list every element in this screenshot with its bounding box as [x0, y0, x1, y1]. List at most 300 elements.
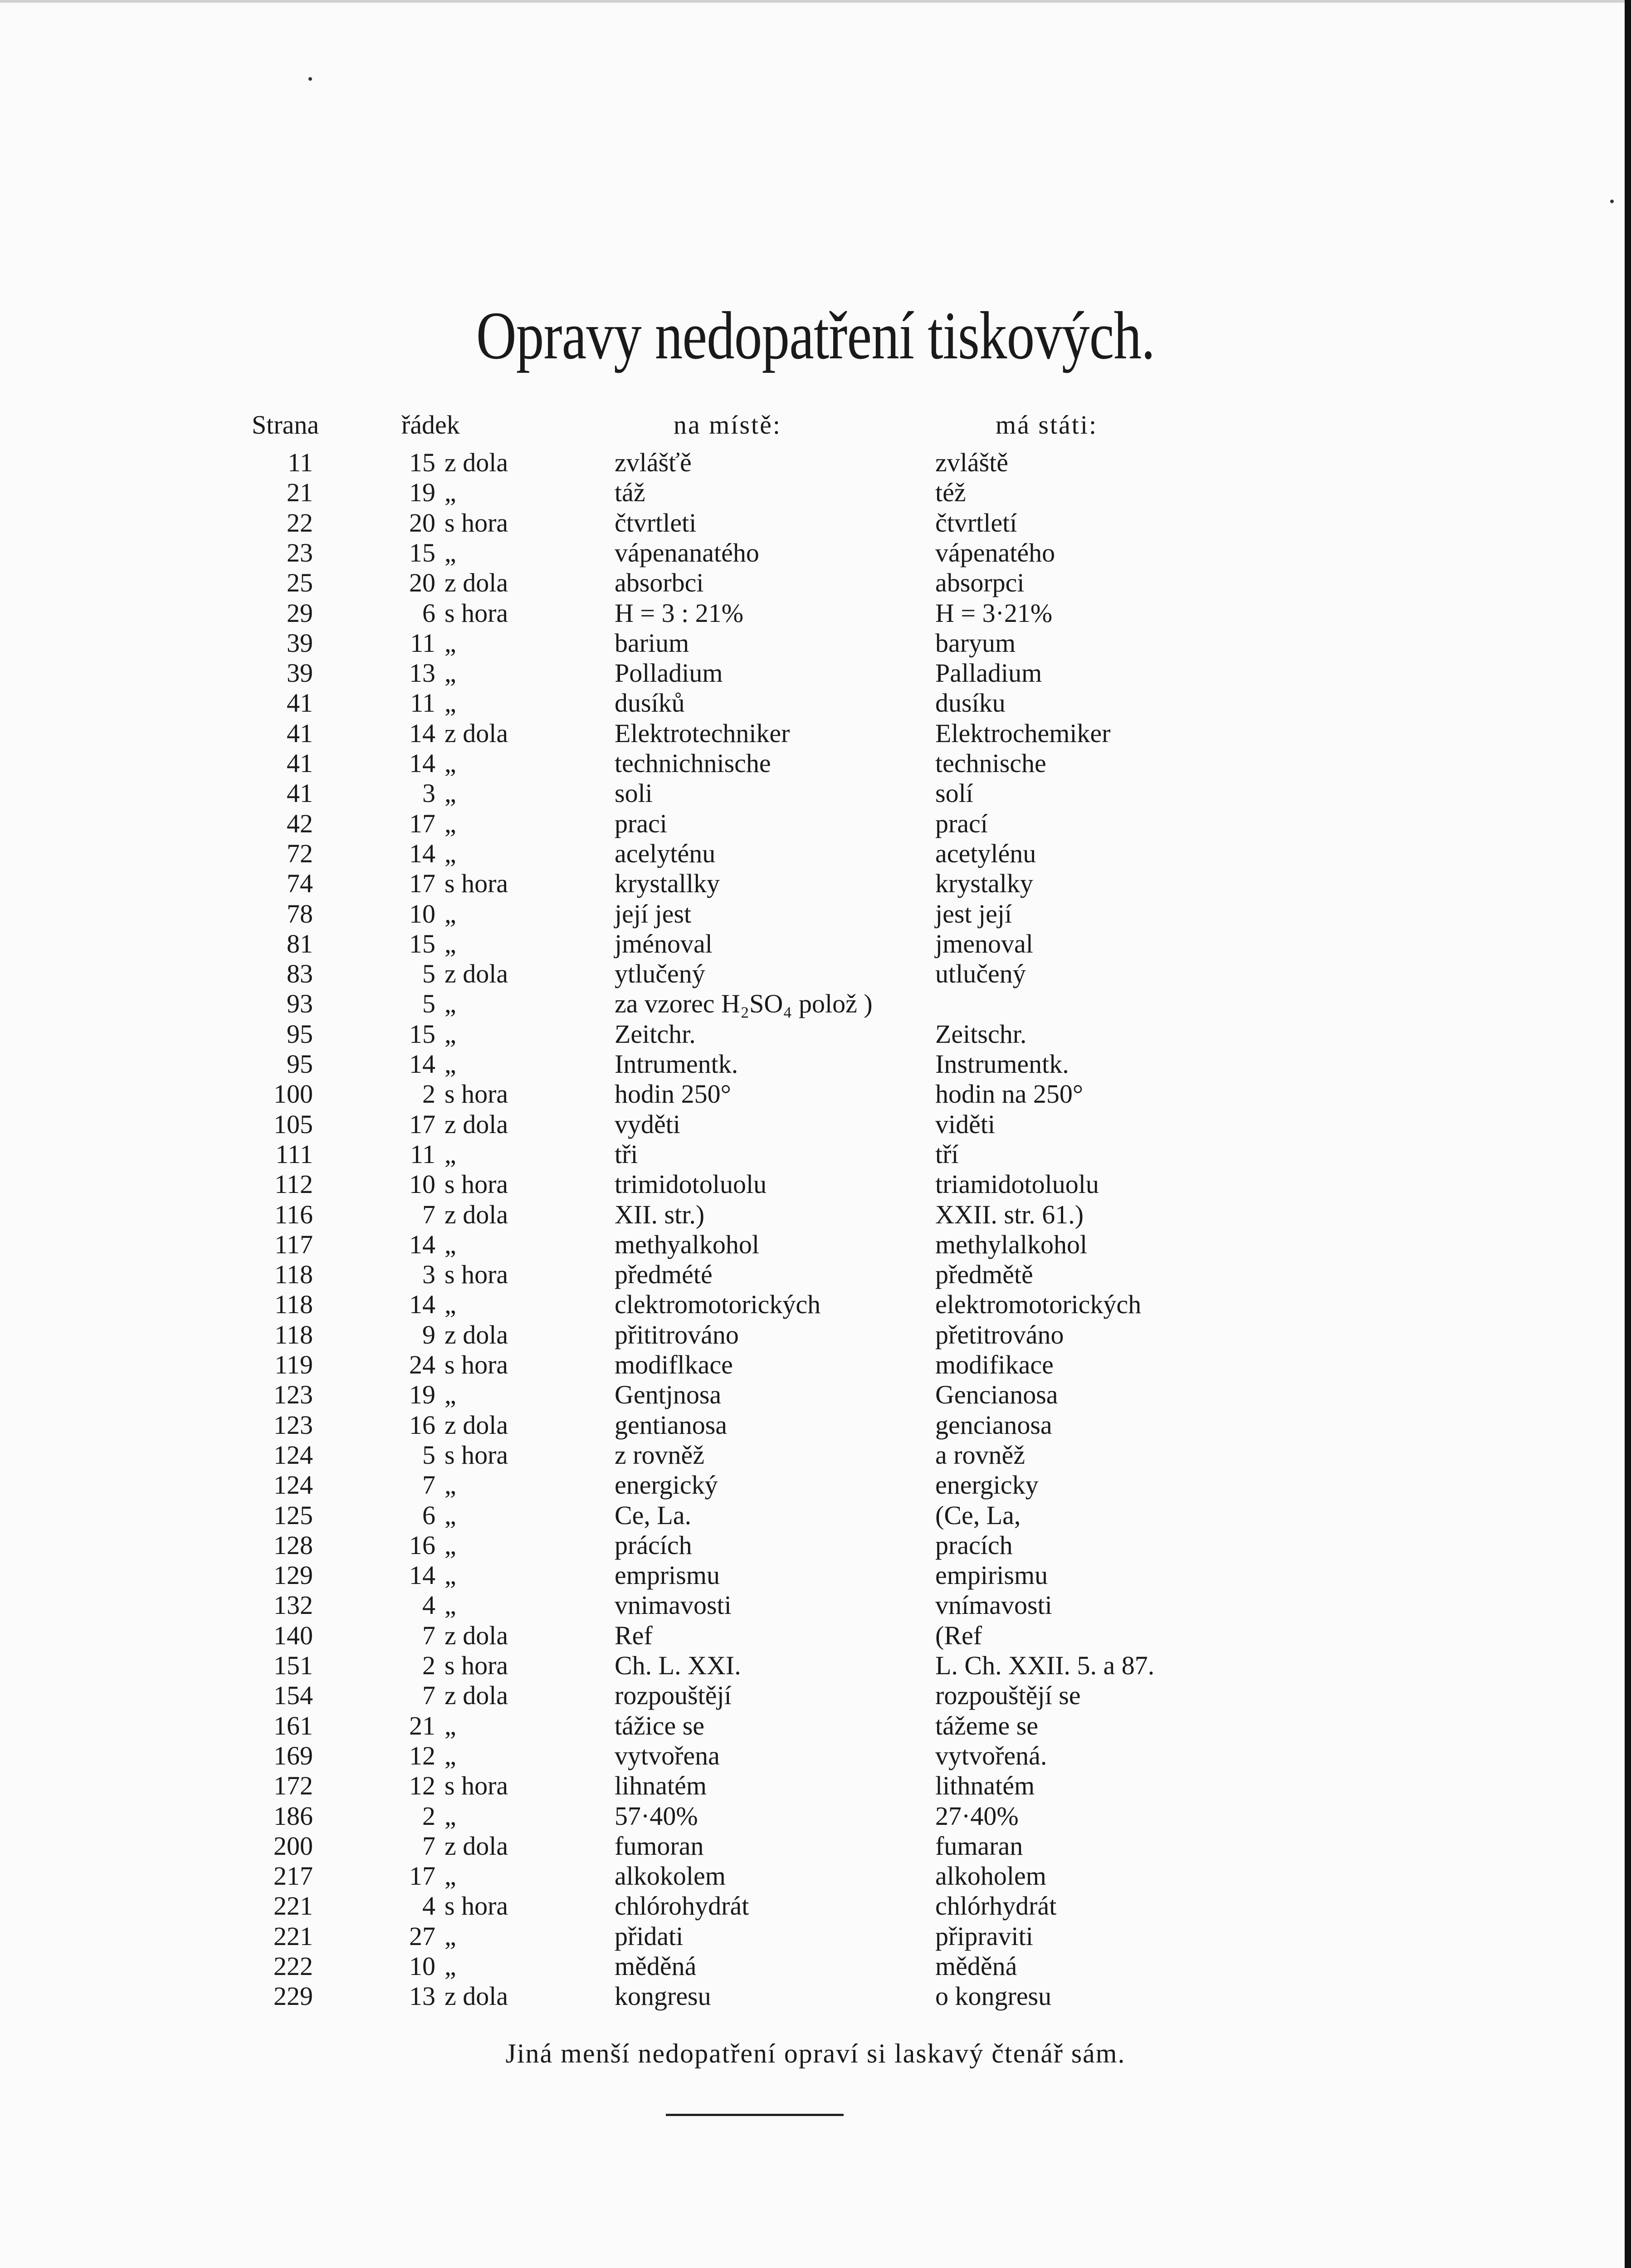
cell-direction: „: [444, 1590, 456, 1620]
cell-wrong: vnimavosti: [615, 1590, 732, 1620]
table-row: [0, 1951, 1631, 1981]
cell-wrong: za vzorec H₂SO₄ polož ): [615, 989, 873, 1018]
cell-wrong: H = 3 : 21%: [615, 598, 744, 628]
cell-direction: „: [444, 628, 456, 658]
cell-direction: z dola: [444, 1320, 508, 1349]
cell-direction: „: [444, 1470, 456, 1500]
cell-wrong: trimidotoluolu: [615, 1169, 767, 1199]
table-row: [0, 478, 1631, 508]
table-row: [0, 1110, 1631, 1139]
cell-line: 2: [422, 1801, 435, 1831]
header-line: řádek: [401, 410, 460, 440]
cell-direction: z dola: [444, 1831, 508, 1861]
cell-page: 21: [287, 478, 313, 507]
cell-direction: z dola: [444, 1410, 508, 1440]
cell-direction: „: [444, 1711, 456, 1740]
cell-wrong: energický: [615, 1470, 718, 1500]
cell-right: připraviti: [935, 1921, 1033, 1951]
cell-line: 17: [409, 869, 435, 898]
cell-right: vytvořená.: [935, 1741, 1047, 1770]
cell-direction: „: [444, 809, 456, 838]
cell-page: 129: [273, 1560, 313, 1590]
cell-wrong: barium: [615, 628, 689, 658]
cell-direction: „: [444, 899, 456, 929]
cell-wrong: Ce, La.: [615, 1501, 692, 1530]
cell-line: 14: [409, 1230, 435, 1259]
cell-wrong: prácích: [615, 1530, 692, 1560]
cell-line: 12: [409, 1741, 435, 1770]
cell-right: 27·40%: [935, 1801, 1019, 1831]
cell-direction: z dola: [444, 1200, 508, 1229]
cell-wrong: přititrováno: [615, 1320, 739, 1349]
table-row: [0, 809, 1631, 839]
cell-right: tří: [935, 1139, 959, 1169]
cell-direction: s hora: [444, 1771, 508, 1800]
cell-line: 6: [422, 598, 435, 628]
cell-page: 172: [273, 1771, 313, 1800]
cell-direction: s hora: [444, 1891, 508, 1921]
cell-right: zvláště: [935, 448, 1009, 477]
cell-right: modifikace: [935, 1350, 1054, 1379]
cell-direction: „: [444, 1019, 456, 1049]
cell-line: 6: [422, 1501, 435, 1530]
table-row: [0, 719, 1631, 748]
table-row: [0, 628, 1631, 658]
cell-right: (Ref: [935, 1621, 982, 1650]
cell-page: 119: [274, 1350, 313, 1379]
cell-right: utlučený: [935, 959, 1026, 988]
cell-line: 3: [422, 1260, 435, 1289]
cell-wrong: tři: [615, 1139, 638, 1169]
table-row: [0, 1501, 1631, 1530]
cell-page: 39: [287, 658, 313, 688]
table-header: [0, 410, 1631, 440]
cell-page: 116: [274, 1200, 313, 1229]
cell-direction: „: [444, 1861, 456, 1891]
cell-page: 41: [287, 748, 313, 778]
cell-line: 15: [409, 1019, 435, 1049]
cell-direction: „: [444, 989, 456, 1018]
cell-wrong: lihnatém: [615, 1771, 707, 1800]
cell-page: 42: [287, 809, 313, 838]
cell-wrong: předmété: [615, 1260, 713, 1289]
cell-page: 118: [274, 1290, 313, 1319]
cell-wrong: krystallky: [615, 869, 720, 898]
cell-right: jmenoval: [935, 929, 1033, 958]
cell-line: 7: [422, 1470, 435, 1500]
cell-right: energicky: [935, 1470, 1039, 1500]
cell-page: 22: [287, 508, 313, 538]
table-row: [0, 1320, 1631, 1350]
cell-direction: s hora: [444, 1260, 508, 1289]
cell-direction: „: [444, 478, 456, 507]
speck: [308, 77, 312, 81]
cell-right: Elektrochemiker: [935, 719, 1111, 748]
table-row: [0, 598, 1631, 628]
table-row: [0, 658, 1631, 688]
table-row: [0, 839, 1631, 869]
table-row: [0, 1771, 1631, 1801]
cell-direction: „: [444, 778, 456, 808]
table-row: [0, 1921, 1631, 1951]
cell-wrong: fumoran: [615, 1831, 704, 1861]
cell-wrong: chlórohydrát: [615, 1891, 749, 1921]
cell-wrong: čtvrtleti: [615, 508, 697, 538]
cell-line: 14: [409, 1049, 435, 1079]
cell-page: 169: [273, 1741, 313, 1770]
cell-line: 13: [409, 1981, 435, 2011]
cell-wrong: jménoval: [615, 929, 713, 958]
cell-page: 95: [287, 1049, 313, 1079]
cell-direction: „: [444, 1049, 456, 1079]
cell-line: 20: [409, 508, 435, 538]
cell-right: alkoholem: [935, 1861, 1046, 1891]
cell-line: 9: [422, 1320, 435, 1349]
cell-line: 4: [422, 1891, 435, 1921]
table-row: [0, 1380, 1631, 1410]
cell-page: 41: [287, 719, 313, 748]
cell-page: 124: [273, 1440, 313, 1470]
cell-wrong: její jest: [615, 899, 692, 929]
table-row: [0, 1200, 1631, 1230]
cell-page: 221: [273, 1891, 313, 1921]
cell-page: 41: [287, 778, 313, 808]
cell-direction: s hora: [444, 1350, 508, 1379]
table-row: [0, 1741, 1631, 1771]
cell-wrong: Zeitchr.: [615, 1019, 696, 1049]
table-row: [0, 1139, 1631, 1169]
cell-direction: „: [444, 1380, 456, 1409]
cell-page: 124: [273, 1470, 313, 1500]
table-row: [0, 899, 1631, 929]
cell-direction: „: [444, 748, 456, 778]
cell-right: čtvrtletí: [935, 508, 1017, 538]
cell-line: 19: [409, 1380, 435, 1409]
cell-direction: „: [444, 538, 456, 567]
cell-wrong: technichnische: [615, 748, 771, 778]
cell-wrong: hodin 250°: [615, 1079, 731, 1109]
cell-right: hodin na 250°: [935, 1079, 1084, 1109]
table-row: [0, 1440, 1631, 1470]
cell-page: 123: [273, 1380, 313, 1409]
cell-page: 151: [273, 1651, 313, 1680]
cell-direction: „: [444, 1290, 456, 1319]
cell-wrong: tážice se: [615, 1711, 705, 1740]
cell-wrong: methyalkohol: [615, 1230, 759, 1259]
cell-page: 93: [287, 989, 313, 1018]
table-row: [0, 1260, 1631, 1290]
cell-line: 5: [422, 989, 435, 1018]
cell-line: 11: [410, 1139, 435, 1169]
header-page: Strana: [252, 410, 319, 440]
cell-page: 128: [273, 1530, 313, 1560]
cell-line: 14: [409, 1560, 435, 1590]
cell-page: 29: [287, 598, 313, 628]
cell-wrong: kongresu: [615, 1981, 711, 2011]
cell-line: 14: [409, 748, 435, 778]
cell-page: 117: [274, 1230, 313, 1259]
cell-wrong: absorbci: [615, 568, 704, 597]
cell-right: H = 3·21%: [935, 598, 1053, 628]
cell-line: 5: [422, 959, 435, 988]
cell-page: 11: [288, 448, 313, 477]
cell-right: jest její: [935, 899, 1012, 929]
table-row: [0, 1801, 1631, 1831]
cell-line: 24: [409, 1350, 435, 1379]
cell-right: chlórhydrát: [935, 1891, 1057, 1921]
cell-right: Instrumentk.: [935, 1049, 1069, 1079]
cell-page: 111: [275, 1139, 313, 1169]
table-row: [0, 1831, 1631, 1861]
cell-right: krystalky: [935, 869, 1033, 898]
cell-wrong: Elektrotechniker: [615, 719, 790, 748]
cell-page: 140: [273, 1621, 313, 1650]
cell-right: (Ce, La,: [935, 1501, 1021, 1530]
table-row: [0, 1981, 1631, 2011]
cell-page: 72: [287, 839, 313, 868]
cell-wrong: emprismu: [615, 1560, 720, 1590]
cell-right: empirismu: [935, 1560, 1048, 1590]
cell-right: pracích: [935, 1530, 1013, 1560]
cell-direction: s hora: [444, 598, 508, 628]
cell-line: 21: [409, 1711, 435, 1740]
cell-right: elektromotorických: [935, 1290, 1142, 1319]
cell-direction: „: [444, 1921, 456, 1951]
cell-right: methylalkohol: [935, 1230, 1088, 1259]
cell-line: 12: [409, 1771, 435, 1800]
table-row: [0, 778, 1631, 808]
cell-direction: „: [444, 1801, 456, 1831]
cell-right: Gencianosa: [935, 1380, 1058, 1409]
cell-direction: „: [444, 1530, 456, 1560]
cell-page: 118: [274, 1320, 313, 1349]
table-row: [0, 1410, 1631, 1440]
table-row: [0, 538, 1631, 568]
cell-direction: „: [444, 1139, 456, 1169]
cell-wrong: Intrumentk.: [615, 1049, 738, 1079]
cell-line: 7: [422, 1681, 435, 1710]
cell-page: 154: [273, 1681, 313, 1710]
cell-right: též: [935, 478, 966, 507]
table-row: [0, 1590, 1631, 1620]
closing-rule: [666, 2114, 844, 2116]
cell-wrong: Gentjnosa: [615, 1380, 722, 1409]
cell-wrong: ytlučený: [615, 959, 705, 988]
cell-page: 222: [273, 1951, 313, 1981]
table-row: [0, 1350, 1631, 1380]
table-row: [0, 1169, 1631, 1199]
table-row: [0, 1651, 1631, 1681]
cell-right: technische: [935, 748, 1046, 778]
cell-direction: s hora: [444, 508, 508, 538]
cell-wrong: vytvořena: [615, 1741, 720, 1770]
cell-wrong: Ref: [615, 1621, 653, 1650]
cell-direction: „: [444, 1951, 456, 1981]
cell-right: gencianosa: [935, 1410, 1052, 1440]
cell-line: 16: [409, 1410, 435, 1440]
cell-right: absorpci: [935, 568, 1025, 597]
scan-top-edge: [0, 0, 1631, 3]
table-row: [0, 508, 1631, 538]
speck: [1610, 200, 1614, 203]
cell-line: 17: [409, 809, 435, 838]
cell-line: 20: [409, 568, 435, 597]
cell-page: 100: [273, 1079, 313, 1109]
table-row: [0, 1530, 1631, 1560]
cell-right: vnímavosti: [935, 1590, 1052, 1620]
cell-right: triamidotoluolu: [935, 1169, 1099, 1199]
cell-line: 5: [422, 1440, 435, 1470]
cell-right: prací: [935, 809, 988, 838]
cell-right: tážeme se: [935, 1711, 1039, 1740]
cell-line: 17: [409, 1110, 435, 1139]
cell-page: 112: [274, 1169, 313, 1199]
cell-line: 10: [409, 1951, 435, 1981]
cell-right: vápenatého: [935, 538, 1055, 567]
table-row: [0, 448, 1631, 478]
cell-page: 123: [273, 1410, 313, 1440]
cell-line: 19: [409, 478, 435, 507]
table-row: [0, 1560, 1631, 1590]
cell-wrong: Polladium: [615, 658, 723, 688]
cell-line: 15: [409, 448, 435, 477]
cell-direction: s hora: [444, 1169, 508, 1199]
cell-wrong: praci: [615, 809, 667, 838]
cell-line: 7: [422, 1621, 435, 1650]
cell-direction: „: [444, 1501, 456, 1530]
cell-page: 95: [287, 1019, 313, 1049]
cell-right: přetitrováno: [935, 1320, 1064, 1349]
cell-wrong: Ch. L. XXI.: [615, 1651, 741, 1680]
cell-page: 118: [274, 1260, 313, 1289]
cell-wrong: soli: [615, 778, 653, 808]
cell-line: 16: [409, 1530, 435, 1560]
cell-right: rozpouštějí se: [935, 1681, 1081, 1710]
cell-direction: z dola: [444, 1681, 508, 1710]
cell-direction: „: [444, 1741, 456, 1770]
cell-wrong: clektromotorických: [615, 1290, 821, 1319]
cell-right: a rovněž: [935, 1440, 1025, 1470]
table-row: [0, 869, 1631, 899]
cell-right: viděti: [935, 1110, 996, 1139]
cell-page: 200: [273, 1831, 313, 1861]
cell-line: 14: [409, 719, 435, 748]
cell-right: fumaran: [935, 1831, 1023, 1861]
cell-page: 132: [273, 1590, 313, 1620]
cell-right: předmětě: [935, 1260, 1033, 1289]
cell-direction: s hora: [444, 1440, 508, 1470]
table-row: [0, 1621, 1631, 1651]
footer-note: Jiná menší nedopatření opraví si laskavý čtenář sám.: [505, 2038, 1126, 2068]
cell-line: 7: [422, 1200, 435, 1229]
cell-right: Zeitschr.: [935, 1019, 1027, 1049]
cell-line: 2: [422, 1079, 435, 1109]
table-row: [0, 989, 1631, 1019]
cell-line: 10: [409, 1169, 435, 1199]
cell-wrong: alkokolem: [615, 1861, 726, 1891]
cell-right: lithnatém: [935, 1771, 1035, 1800]
cell-wrong: gentianosa: [615, 1410, 728, 1440]
cell-wrong: 57·40%: [615, 1801, 698, 1831]
table-row: [0, 1230, 1631, 1260]
cell-wrong: zvlášťě: [615, 448, 692, 477]
table-row: [0, 929, 1631, 959]
table-row: [0, 1681, 1631, 1711]
cell-line: 10: [409, 899, 435, 929]
cell-page: 186: [273, 1801, 313, 1831]
cell-direction: „: [444, 1230, 456, 1259]
cell-line: 14: [409, 1290, 435, 1319]
cell-direction: s hora: [444, 869, 508, 898]
cell-direction: z dola: [444, 959, 508, 988]
table-row: [0, 1861, 1631, 1891]
cell-wrong: XII. str.): [615, 1200, 705, 1229]
cell-wrong: měděná: [615, 1951, 697, 1981]
cell-page: 221: [273, 1921, 313, 1951]
page-title: Opravy nedopatření tiskových.: [476, 298, 1155, 373]
cell-wrong: dusíků: [615, 688, 685, 718]
cell-direction: „: [444, 929, 456, 958]
cell-page: 161: [273, 1711, 313, 1740]
cell-page: 81: [287, 929, 313, 958]
cell-page: 229: [273, 1981, 313, 2011]
cell-line: 7: [422, 1831, 435, 1861]
cell-right: acetylénu: [935, 839, 1036, 868]
cell-wrong: táž: [615, 478, 645, 507]
cell-right: o kongresu: [935, 1981, 1052, 2011]
cell-line: 27: [409, 1921, 435, 1951]
header-right: má státi:: [996, 410, 1098, 440]
cell-line: 15: [409, 538, 435, 567]
cell-line: 4: [422, 1590, 435, 1620]
cell-page: 78: [287, 899, 313, 929]
cell-direction: „: [444, 839, 456, 868]
cell-page: 23: [287, 538, 313, 567]
table-row: [0, 568, 1631, 598]
table-row: [0, 959, 1631, 989]
cell-right: L. Ch. XXII. 5. a 87.: [935, 1651, 1155, 1680]
cell-wrong: acelyténu: [615, 839, 716, 868]
cell-wrong: přidati: [615, 1921, 684, 1951]
cell-line: 15: [409, 929, 435, 958]
cell-page: 83: [287, 959, 313, 988]
cell-right: baryum: [935, 628, 1016, 658]
cell-right: měděná: [935, 1951, 1017, 1981]
cell-direction: z dola: [444, 568, 508, 597]
cell-direction: s hora: [444, 1651, 508, 1680]
cell-direction: s hora: [444, 1079, 508, 1109]
cell-direction: „: [444, 1560, 456, 1590]
cell-line: 11: [410, 628, 435, 658]
table-row: [0, 1290, 1631, 1320]
cell-direction: „: [444, 658, 456, 688]
cell-wrong: vápenanatého: [615, 538, 759, 567]
cell-page: 105: [273, 1110, 313, 1139]
cell-direction: z dola: [444, 1110, 508, 1139]
cell-direction: z dola: [444, 448, 508, 477]
cell-direction: z dola: [444, 719, 508, 748]
table-row: [0, 1891, 1631, 1921]
cell-right: Palladium: [935, 658, 1042, 688]
cell-page: 25: [287, 568, 313, 597]
table-row: [0, 1049, 1631, 1079]
table-row: [0, 1019, 1631, 1049]
table-row: [0, 1079, 1631, 1109]
cell-direction: „: [444, 688, 456, 718]
cell-right: solí: [935, 778, 973, 808]
cell-line: 11: [410, 688, 435, 718]
cell-line: 2: [422, 1651, 435, 1680]
